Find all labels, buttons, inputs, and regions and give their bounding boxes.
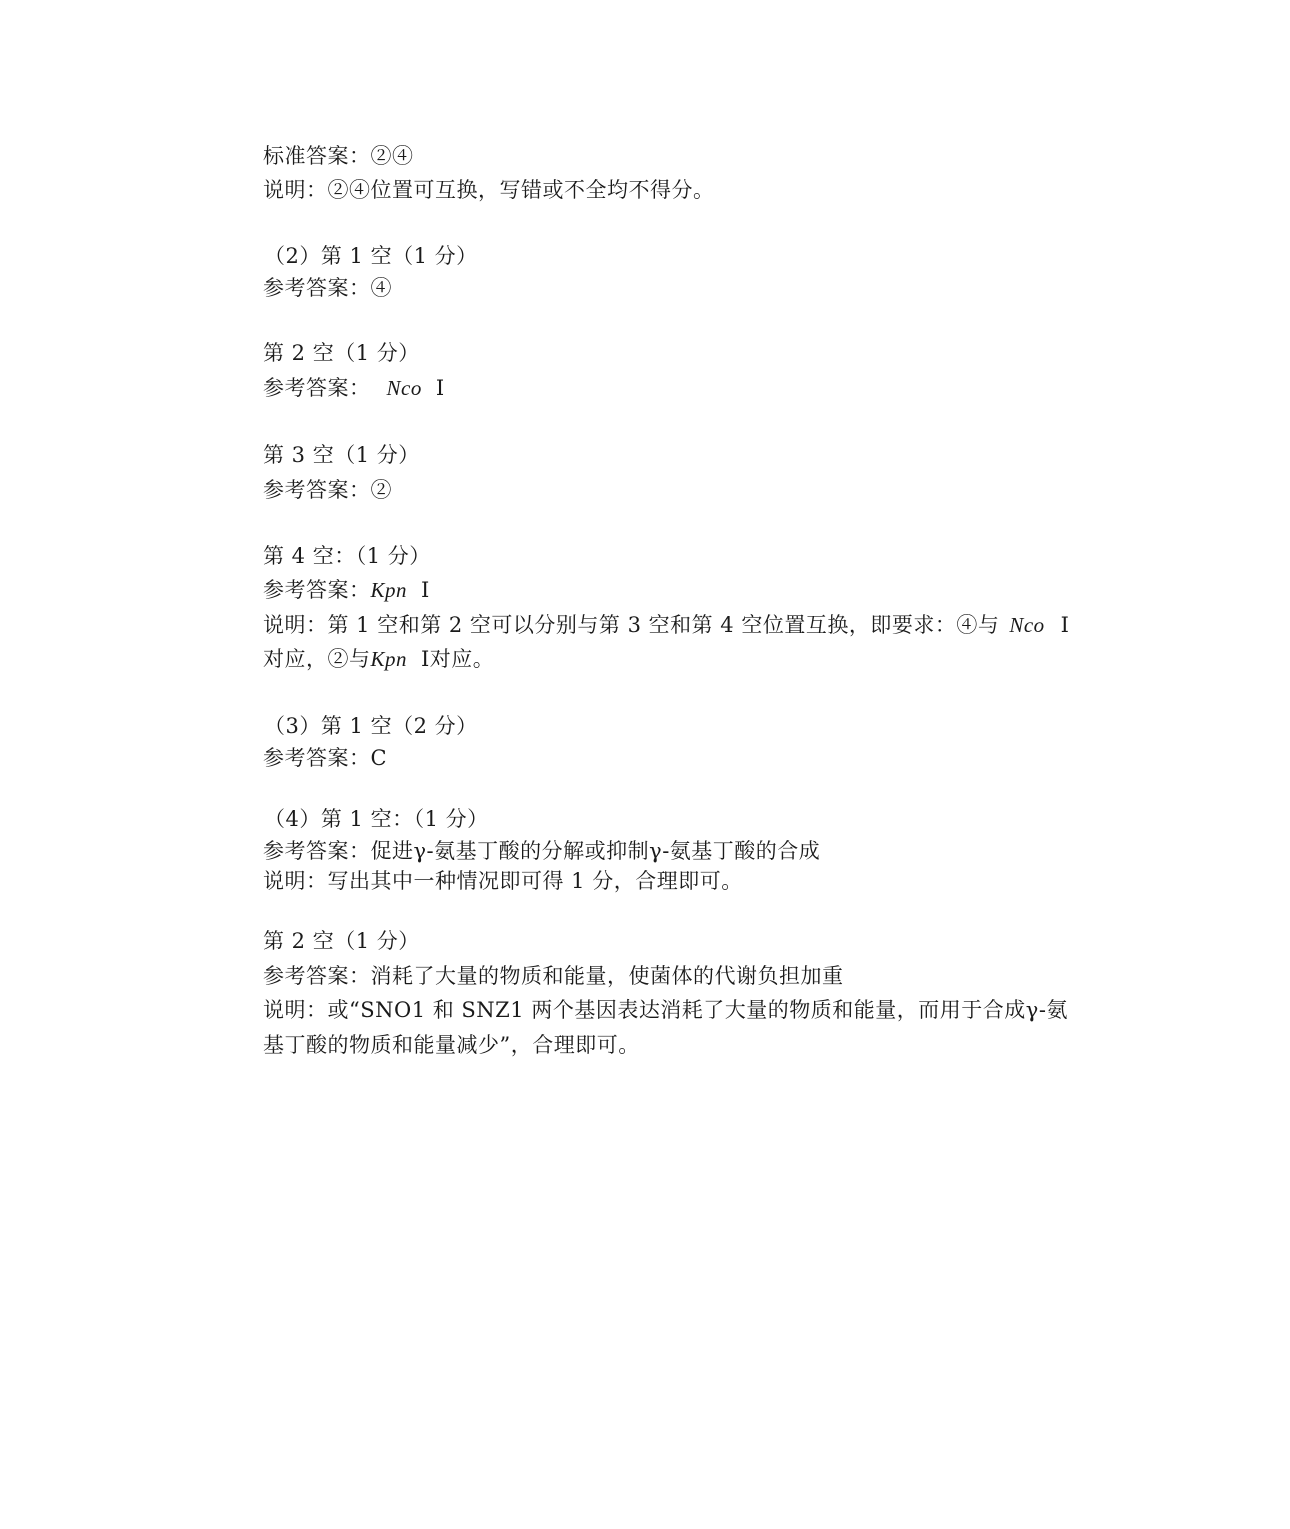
explanation-text-end: Ⅰ对应。 bbox=[421, 647, 495, 671]
roman-numeral: Ⅰ bbox=[1060, 613, 1070, 637]
enzyme-name: Nco bbox=[386, 376, 422, 400]
question-3-blank-1-heading: （3）第 1 空（2 分） bbox=[264, 714, 478, 738]
question-4-blank-1-heading: （4）第 1 空：（1 分） bbox=[264, 807, 489, 831]
answer-prefix: 参考答案： bbox=[263, 376, 371, 400]
reference-answer-line bbox=[263, 373, 445, 403]
explanation-continuation: 基丁酸的物质和能量减少”，合理即可。 bbox=[263, 1033, 640, 1057]
answer-prefix: 参考答案： bbox=[263, 578, 371, 602]
question-2-blank-1-heading: （2）第 1 空（1 分） bbox=[264, 244, 478, 268]
explanation-text: 说明：第 1 空和第 2 空可以分别与第 3 空和第 4 空位置互换，即要求：④与 bbox=[263, 613, 1000, 637]
explanation-continuation bbox=[263, 644, 494, 674]
reference-answer-line: 参考答案：② bbox=[263, 478, 392, 502]
enzyme-name: Nco bbox=[1009, 613, 1045, 637]
reference-answer-line: 参考答案：④ bbox=[263, 276, 392, 300]
explanation-line: 说明：或“SNO1 和 SNZ1 两个基因表达消耗了大量的物质和能量，而用于合成γ-氨 bbox=[263, 998, 1068, 1022]
blank-3-heading: 第 3 空（1 分） bbox=[263, 443, 420, 467]
reference-answer-line: 参考答案：促进γ-氨基丁酸的分解或抑制γ-氨基丁酸的合成 bbox=[263, 839, 821, 863]
explanation-text: 对应，②与 bbox=[263, 647, 371, 671]
reference-answer-line bbox=[263, 575, 430, 605]
roman-numeral: Ⅰ bbox=[435, 376, 445, 400]
blank-2-heading: 第 2 空（1 分） bbox=[263, 341, 420, 365]
blank-2-heading: 第 2 空（1 分） bbox=[263, 929, 420, 953]
explanation-line: 说明：②④位置可互换，写错或不全均不得分。 bbox=[263, 178, 715, 202]
reference-answer-line: 参考答案：C bbox=[263, 746, 388, 770]
explanation-line: 说明：写出其中一种情况即可得 1 分，合理即可。 bbox=[263, 869, 743, 893]
explanation-line bbox=[263, 610, 1069, 640]
standard-answer-line: 标准答案：②④ bbox=[263, 144, 414, 168]
enzyme-name: Kpn bbox=[370, 647, 408, 671]
enzyme-name: Kpn bbox=[370, 578, 408, 602]
blank-4-heading: 第 4 空：（1 分） bbox=[263, 544, 431, 568]
roman-numeral: Ⅰ bbox=[421, 578, 430, 602]
reference-answer-line: 参考答案：消耗了大量的物质和能量，使菌体的代谢负担加重 bbox=[263, 964, 844, 988]
